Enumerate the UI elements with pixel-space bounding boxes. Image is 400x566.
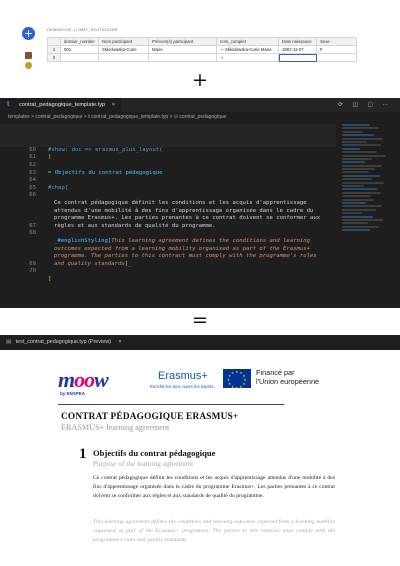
code-line bbox=[0, 261, 336, 282]
code-heading: = Objectifs du contrat pédagogique bbox=[48, 169, 163, 176]
close-icon[interactable]: × bbox=[118, 339, 122, 345]
logo-strip bbox=[58, 363, 348, 403]
minimap-line bbox=[342, 131, 363, 133]
eu-funding-text bbox=[256, 369, 319, 386]
minimap-line bbox=[342, 212, 362, 214]
minimap-line bbox=[342, 151, 377, 153]
eu-line: Financé par bbox=[256, 368, 295, 377]
line-number: 67 bbox=[29, 222, 36, 229]
minimap-line bbox=[342, 202, 366, 204]
editor-actions[interactable]: ⟳ ◫ ▢ ⋯ bbox=[338, 102, 392, 108]
table-cell[interactable] bbox=[149, 54, 217, 62]
table-cell[interactable]: 1867-11-07 bbox=[279, 46, 317, 54]
line-number: 63 bbox=[29, 169, 36, 176]
body-paragraph-fr: Ce contrat pédagogique définit les conditions et les acquis d'apprentissage attendus d'une mobilité à des fins d'apprentissage organisée dans le cadre du programme Erasmus+. Les parties prenantes à ce contrat doivent se conformer aux règles et aux standards de qualité du programme. bbox=[93, 475, 335, 499]
minimap-line bbox=[342, 171, 369, 173]
code-line bbox=[0, 124, 336, 132]
breadcrumb-path[interactable]: templates > contrat_pedagogique > bbox=[8, 114, 89, 120]
add-row-button[interactable]: + bbox=[23, 27, 34, 40]
table-icon[interactable] bbox=[25, 52, 32, 59]
column-header[interactable]: Prénom(s) participant bbox=[149, 38, 217, 46]
minimap-line bbox=[342, 192, 381, 194]
minimap-line bbox=[342, 219, 383, 221]
equals-sign: = bbox=[192, 309, 208, 331]
minimap-line bbox=[342, 209, 376, 211]
close-icon[interactable]: × bbox=[111, 102, 115, 108]
preview-icon: ▤ bbox=[6, 339, 12, 345]
plus-sign: + bbox=[192, 69, 208, 91]
table-cell-selected[interactable] bbox=[279, 54, 317, 62]
column-header[interactable]: Nom participant bbox=[99, 38, 149, 46]
emoji-icon[interactable] bbox=[25, 62, 32, 69]
header-row bbox=[48, 38, 357, 46]
table-cell[interactable] bbox=[99, 54, 149, 62]
code-function: _#englishStyling[ bbox=[54, 237, 112, 244]
typst-file-icon: t bbox=[88, 114, 92, 120]
data-grid bbox=[47, 37, 357, 62]
document-subtitle: ERASMUS+ learning agreement bbox=[61, 423, 170, 432]
code-english-text: This learning agreement defines the conditions and learning outcomes expected from a learning mobility organised as part of the Erasmus+ programme. The parties to this contract must comply with the programme's rules and quality standards bbox=[54, 237, 317, 267]
minimap-line bbox=[342, 205, 382, 207]
column-header[interactable]: nom_complet bbox=[217, 38, 279, 46]
minimap-line bbox=[342, 188, 377, 190]
code-text: #chap[ bbox=[48, 184, 69, 191]
editor-tab[interactable] bbox=[0, 98, 121, 112]
code-bracket: ]_ bbox=[124, 260, 132, 267]
minimap-line bbox=[342, 178, 372, 180]
line-number: 62 bbox=[29, 161, 36, 168]
minimap-line bbox=[342, 175, 380, 177]
erasmus-logo: Erasmus+ bbox=[158, 370, 208, 382]
spreadsheet-panel bbox=[0, 0, 400, 72]
minimap-line bbox=[342, 144, 381, 146]
minimap-line bbox=[342, 199, 374, 201]
typst-file-icon: t bbox=[7, 101, 10, 108]
minimap-line bbox=[342, 185, 364, 187]
table-row bbox=[48, 46, 357, 54]
table-cell[interactable]: Skłodowska-Curie bbox=[99, 46, 149, 54]
section-title: Objectifs du contrat pédagogique bbox=[93, 448, 216, 458]
minimap-line bbox=[342, 141, 367, 143]
section-subtitle: Purpose of the learning agreement bbox=[93, 459, 194, 468]
column-header[interactable]: Sexe bbox=[317, 38, 357, 46]
document-title: CONTRAT PÉDAGOGIQUE ERASMUS+ bbox=[61, 412, 239, 422]
table-cell[interactable]: ☆ Skłodowska-Curie Marie bbox=[217, 46, 279, 54]
minimap-line bbox=[342, 134, 374, 136]
minimap-line bbox=[342, 138, 383, 140]
sheet-name: DEMARCHE_LOMAT_INVITATIONS bbox=[47, 27, 118, 32]
minimap-line bbox=[342, 168, 375, 170]
line-number: 61 bbox=[29, 154, 36, 161]
breadcrumb-file[interactable]: contrat_pedagogique_template.typ bbox=[91, 114, 169, 120]
minimap-line bbox=[342, 148, 360, 150]
table-row bbox=[48, 54, 357, 62]
breadcrumb bbox=[0, 112, 400, 122]
code-text: #show: doc => erasmus_plus_layout( bbox=[48, 146, 163, 153]
minimap-line bbox=[342, 124, 370, 126]
code-line bbox=[0, 253, 336, 267]
preview-tab-label[interactable]: test_contrat_pedagogique.typ (Preview) bbox=[15, 339, 111, 345]
line-number: 60 bbox=[29, 146, 36, 153]
code-text: Ce contrat pédagogique définit les conditions et les acquis d'apprentissage attendus d'une mobilité à des fins d'apprentissage organisée dans le cadre du programme Erasmus+. Les parties prenantes à ce contrat doivent se conformer aux règles et aux standards de qualité du programme. bbox=[54, 199, 321, 229]
editor-tab-label: contrat_pedagogique_template.typ bbox=[19, 102, 106, 108]
minimap-line bbox=[342, 161, 365, 163]
minimap[interactable] bbox=[342, 124, 388, 302]
moow-logo: moow bbox=[58, 367, 108, 392]
breadcrumb-symbol[interactable]: > ⊙ contrat_pedagogique bbox=[168, 114, 227, 120]
line-number: 64 bbox=[29, 177, 36, 184]
editor-tab-bar bbox=[0, 98, 400, 112]
table-cell[interactable]: F bbox=[317, 46, 357, 54]
line-number: 68 bbox=[29, 230, 36, 237]
preview-tab-bar bbox=[0, 335, 400, 350]
table-cell[interactable]: 001 bbox=[61, 46, 99, 54]
code-text: ] bbox=[48, 275, 52, 282]
divider bbox=[58, 404, 284, 405]
minimap-line bbox=[342, 127, 379, 129]
section-number: 1 bbox=[79, 446, 87, 462]
code-text: ) bbox=[48, 154, 52, 161]
column-header[interactable] bbox=[48, 38, 61, 46]
minimap-line bbox=[342, 216, 373, 218]
minimap-line bbox=[342, 222, 368, 224]
table-cell[interactable] bbox=[317, 54, 357, 62]
minimap-line bbox=[342, 226, 379, 228]
table-cell[interactable] bbox=[61, 54, 99, 62]
eu-flag-icon: ★ ★ ★ ★ ★ ★ ★ ★ ★ ★ ★ ★ bbox=[223, 369, 251, 388]
column-header[interactable]: Date naissance bbox=[279, 38, 317, 46]
minimap-line bbox=[342, 155, 386, 157]
row-number[interactable]: 2 bbox=[48, 54, 61, 62]
line-number: 65 bbox=[29, 184, 36, 191]
body-paragraph-en: This learning agreement defines the conditions and learning outcomes expected from a learning mobility organised as part of the Erasmus+ programme. The parties to this contract must comply with the programme's rules and quality standards bbox=[93, 519, 335, 543]
row-number[interactable]: 1 bbox=[48, 46, 61, 54]
line-number: 69 bbox=[29, 260, 36, 267]
column-header[interactable]: dossier_number bbox=[61, 38, 99, 46]
minimap-line bbox=[342, 182, 384, 184]
table-cell[interactable]: Marie bbox=[149, 46, 217, 54]
minimap-line bbox=[342, 165, 382, 167]
code-line bbox=[0, 147, 336, 161]
code-area[interactable] bbox=[0, 124, 336, 308]
minimap-line bbox=[342, 158, 372, 160]
eu-line: l'Union européenne bbox=[256, 376, 320, 386]
line-number: 66 bbox=[29, 192, 36, 199]
table-cell[interactable]: ☆ bbox=[217, 54, 279, 62]
code-line bbox=[0, 215, 336, 229]
line-number: 70 bbox=[29, 268, 36, 275]
code-editor bbox=[0, 98, 400, 308]
minimap-line bbox=[342, 195, 371, 197]
minimap-line bbox=[342, 229, 370, 231]
enspea-logo: by ENSPEA bbox=[60, 391, 86, 396]
erasmus-tagline: Enrichit les vies, ouvre les esprits. bbox=[150, 384, 215, 389]
pdf-preview bbox=[0, 335, 400, 566]
